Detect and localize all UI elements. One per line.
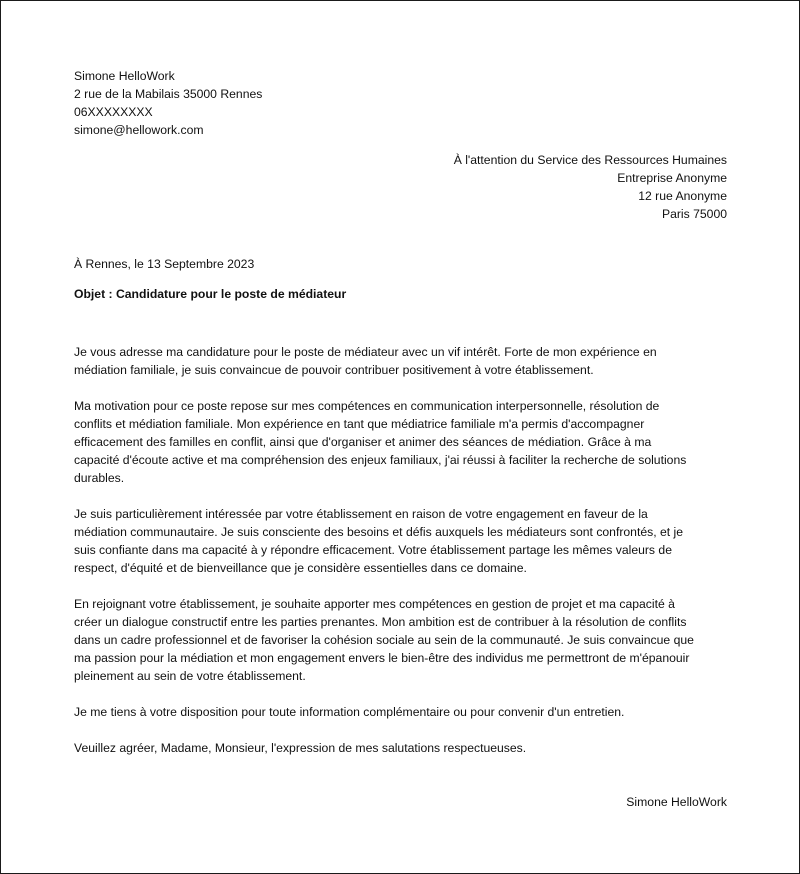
paragraph-line: suis confiante dans ma capacité à y répondre efficacement. Votre établissement partage les mêmes valeurs de [74,543,672,557]
paragraph-line: Je vous adresse ma candidature pour le poste de médiateur avec un vif intérêt. Forte de mon expérience en [74,345,657,359]
body-paragraph [74,397,744,487]
body-paragraph [74,703,744,721]
body-paragraph [74,595,744,685]
paragraph-line: médiation communautaire. Je suis consciente des besoins et défis auxquels les médiateurs sont confrontés, et je [74,525,684,539]
recipient-attention: À l'attention du Service des Ressources Humaines [453,153,727,167]
paragraph-line: En rejoignant votre établissement, je souhaite apporter mes compétences en gestion de projet et ma capacité à [74,597,675,611]
recipient-company: Entreprise Anonyme [617,171,727,185]
paragraph-line: ma passion pour la médiation et mon engagement envers le bien-être des individus me permettront de m'épanouir [74,651,690,665]
sender-name: Simone HelloWork [74,69,175,83]
recipient-city: Paris 75000 [661,207,727,221]
sender-phone: 06XXXXXXXX [74,105,153,119]
recipient-block [454,151,727,223]
letter-subject: Objet : Candidature pour le poste de médiateur [74,287,347,301]
paragraph-line: durables. [74,471,125,485]
letter-date: À Rennes, le 13 Septembre 2023 [74,257,255,271]
letter-body [74,343,744,775]
paragraph-line: conflits et médiation familiale. Mon expérience en tant que médiatrice familiale m'a permis d'accompagner [74,417,645,431]
paragraph-line: pleinement au sein de votre établissement. [74,669,306,683]
body-paragraph [74,505,744,577]
paragraph-line: respect, d'équité et de bienveillance que je considère essentielles dans ce domaine. [74,561,527,575]
closing-paragraph [74,739,744,757]
paragraph-line: Je suis particulièrement intéressée par votre établissement en raison de votre engagement en faveur de la [74,507,648,521]
sender-address: 2 rue de la Mabilais 35000 Rennes [74,87,263,101]
paragraph-line: capacité d'écoute active et ma compréhension des enjeux familiaux, j'ai réussi à faciliter la recherche de solutions [74,453,687,467]
paragraph-line: Ma motivation pour ce poste repose sur mes compétences en communication interpersonnelle, résolution de [74,399,660,413]
signature: Simone HelloWork [626,795,727,809]
paragraph-line: Je me tiens à votre disposition pour toute information complémentaire ou pour convenir d'un entretien. [74,705,625,719]
sender-block [74,67,262,139]
paragraph-line: Veuillez agréer, Madame, Monsieur, l'expression de mes salutations respectueuses. [74,741,527,755]
recipient-street: 12 rue Anonyme [638,189,727,203]
body-paragraph [74,343,744,379]
paragraph-line: créer un dialogue constructif entre les parties prenantes. Mon ambition est de contribuer à la résolution de conflits [74,615,687,629]
paragraph-line: efficacement des familles en conflit, ainsi que d'organiser et animer des séances de médiation. Grâce à ma [74,435,652,449]
paragraph-line: médiation familiale, je suis convaincue de pouvoir contribuer positivement à votre établissement. [74,363,594,377]
sender-email: simone@hellowork.com [74,123,204,137]
paragraph-line: dans un cadre professionnel et de favoriser la cohésion sociale au sein de la communauté. Je suis convaincue que [74,633,694,647]
